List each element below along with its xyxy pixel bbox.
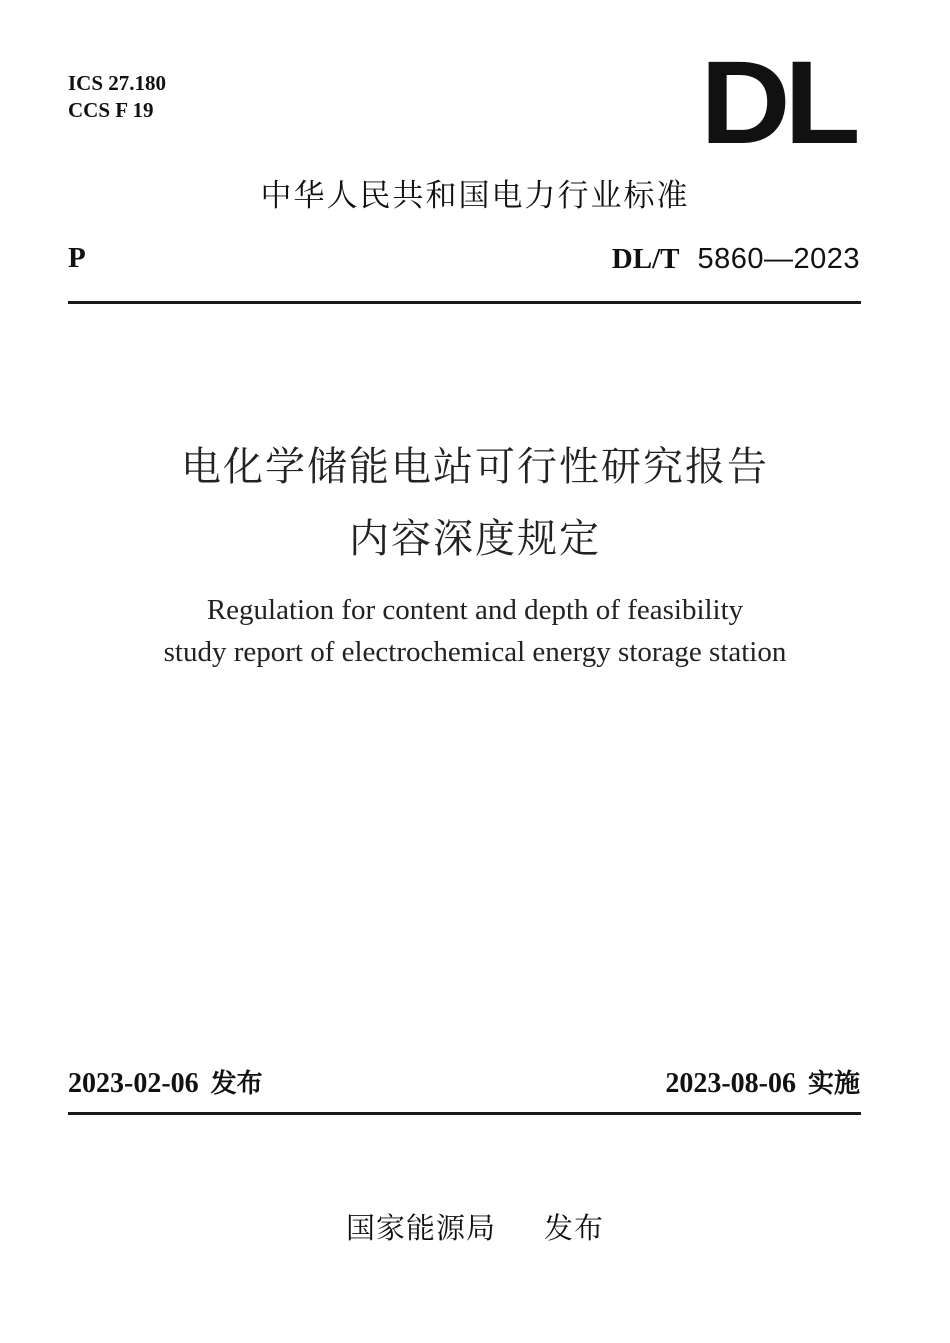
implementation-date-value: 2023-08-06 [665,1068,796,1099]
category-mark: P [68,242,86,274]
publisher-line [0,1207,950,1249]
standard-prefix: DL/T [611,243,680,275]
classification-codes [68,70,166,124]
standard-code: 5860—2023 [697,243,860,275]
issue-date [68,1063,263,1104]
title-cn-line1: 电化学储能电站可行性研究报告 [181,444,769,490]
title-en-line2: study report of electrochemical energy storage station [163,636,787,668]
issue-label: 发布 [210,1069,263,1099]
standard-number [612,240,860,277]
implementation-label: 实施 [807,1069,860,1099]
title-cn-line2: 内容深度规定 [349,516,601,562]
industry-standard-heading: 中华人民共和国电力行业标准 [260,178,690,214]
ics-code: ICS 27.180 [68,71,167,95]
ccs-code: CCS F 19 [68,98,154,122]
dl-logo: DL [699,37,854,169]
title-en-line1: Regulation for content and depth of feasibility [206,594,744,626]
publisher-name: 国家能源局 [345,1211,496,1245]
implementation-date [665,1063,860,1104]
bottom-divider [68,1112,861,1115]
issue-date-value: 2023-02-06 [68,1068,199,1099]
publisher-action: 发布 [544,1211,605,1245]
top-divider [68,301,861,304]
